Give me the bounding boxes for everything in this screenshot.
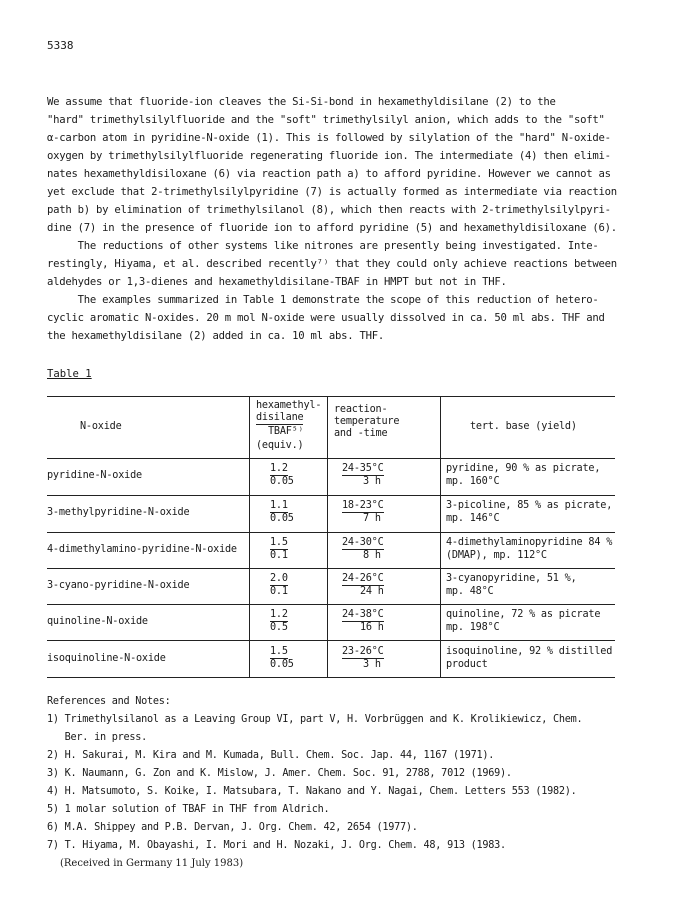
header-disilane: disilane [256, 412, 304, 423]
cell-ratio-bottom: 0.05 [270, 476, 294, 487]
cell-base: mp. 160°C [446, 476, 500, 487]
table-row-rule [47, 640, 615, 641]
body-line: The reductions of other systems like nitrones are presently being investigated. Inte- [47, 240, 599, 252]
cell-time: 24 h [360, 586, 384, 597]
body-line: yet exclude that 2-trimethylsilylpyridine (7) is actually formed as intermediate via reaction [47, 186, 617, 198]
table-row-rule [47, 568, 615, 569]
reference-item: 4) H. Matsumoto, S. Koike, I. Matsubara, T. Nakano and Y. Nagai, Chem. Letters 553 (1982). [47, 786, 577, 797]
table-row-rule [47, 604, 615, 605]
cell-ratio-bottom: 0.5 [270, 622, 288, 633]
body-line: "hard" trimethylsilylfluoride and the "soft" trimethylsilyl anion, which adds to the "soft" [47, 114, 605, 126]
cell-ratio-bottom: 0.05 [270, 659, 294, 670]
cell-temperature: 24-35°C [342, 463, 384, 474]
cell-base: mp. 198°C [446, 622, 500, 633]
cell-base: 3-picoline, 85 % as picrate, [446, 500, 613, 511]
header-equiv: (equiv.) [256, 440, 304, 451]
header-temperature: temperature [334, 416, 400, 427]
cell-ratio-top: 1.2 [270, 609, 288, 620]
reference-item: 1) Trimethylsilanol as a Leaving Group VI, part V, H. Vorbrüggen and K. Krolikiewicz, Chem. [47, 714, 583, 725]
body-line: aldehydes or 1,3-dienes and hexamethyldisilane-TBAF in HMPT but not in THF. [47, 276, 507, 288]
cell-temperature: 23-26°C [342, 646, 384, 657]
body-line: dine (7) in the presence of fluoride ion to afford pyridine (5) and hexamethyldisiloxane (6). [47, 222, 617, 234]
column-divider [440, 396, 441, 677]
table-header-rule [47, 458, 615, 459]
cell-temperature: 24-38°C [342, 609, 384, 620]
cell-ratio-bottom: 0.1 [270, 550, 288, 561]
cell-ratio-bottom: 0.05 [270, 513, 294, 524]
cell-base: pyridine, 90 % as picrate, [446, 463, 601, 474]
cell-time: 7 h [363, 513, 381, 524]
body-line: oxygen by trimethylsilylfluoride regenerating fluoride ion. The intermediate (4) then elimi- [47, 150, 611, 162]
cell-base: isoquinoline, 92 % distilled [446, 646, 613, 657]
cell-temperature: 24-30°C [342, 537, 384, 548]
column-divider [249, 396, 250, 677]
column-divider [327, 396, 328, 677]
reference-item: 7) T. Hiyama, M. Obayashi, I. Mori and H. Nozaki, J. Org. Chem. 48, 913 (1983. [47, 840, 506, 851]
reference-item: 2) H. Sakurai, M. Kira and M. Kumada, Bull. Chem. Soc. Jap. 44, 1167 (1971). [47, 750, 495, 761]
cell-ratio-top: 1.5 [270, 537, 288, 548]
reference-item: 5) 1 molar solution of TBAF in THF from Aldrich. [47, 804, 330, 815]
page-number: 5338 [47, 39, 74, 52]
table-row-rule [47, 532, 615, 533]
body-line: the hexamethyldisilane (2) added in ca. 10 ml abs. THF. [47, 330, 385, 342]
body-line: The examples summarized in Table 1 demonstrate the scope of this reduction of hetero- [47, 294, 599, 306]
cell-time: 3 h [363, 476, 381, 487]
cell-oxide: pyridine-N-oxide [47, 470, 142, 481]
cell-base: 3-cyanopyridine, 51 %, [446, 573, 577, 584]
reference-item: Ber. in press. [47, 732, 148, 743]
cell-temperature: 18-23°C [342, 500, 384, 511]
cell-time: 8 h [363, 550, 381, 561]
body-line: restingly, Hiyama, et al. described recently⁷⁾ that they could only achieve reactions between [47, 258, 617, 270]
body-line: cyclic aromatic N-oxides. 20 m mol N-oxide were usually dissolved in ca. 50 ml abs. THF and [47, 312, 605, 324]
body-line: α-carbon atom in pyridine-N-oxide (1). This is followed by silylation of the "hard" N-oxide- [47, 132, 611, 144]
cell-base: quinoline, 72 % as picrate [446, 609, 601, 620]
cell-ratio-top: 1.1 [270, 500, 288, 511]
cell-oxide: 3-cyano-pyridine-N-oxide [47, 580, 190, 591]
header-tbaf: TBAF⁵⁾ [268, 426, 304, 437]
cell-base: (DMAP), mp. 112°C [446, 550, 547, 561]
header-n-oxide: N-oxide [80, 421, 122, 432]
table-bottom-rule [47, 677, 615, 678]
cell-oxide: quinoline-N-oxide [47, 616, 148, 627]
cell-base: 4-dimethylaminopyridine 84 % [446, 537, 613, 548]
cell-base: mp. 146°C [446, 513, 500, 524]
header-hexamethyl: hexamethyl- [256, 400, 322, 411]
cell-ratio-top: 1.2 [270, 463, 288, 474]
body-line: nates hexamethyldisiloxane (6) via reaction path a) to afford pyridine. However we cannot as [47, 168, 611, 180]
received-note: (Received in Germany 11 July 1983) [60, 858, 244, 869]
cell-oxide: 4-dimethylamino-pyridine-N-oxide [47, 544, 237, 555]
cell-ratio-top: 2.0 [270, 573, 288, 584]
cell-time: 16 h [360, 622, 384, 633]
cell-base: mp. 48°C [446, 586, 494, 597]
cell-time: 3 h [363, 659, 381, 670]
body-line: We assume that fluoride-ion cleaves the Si-Si-bond in hexamethyldisilane (2) to the [47, 96, 556, 108]
table-top-rule [47, 396, 615, 397]
cell-ratio-bottom: 0.1 [270, 586, 288, 597]
table-row-rule [47, 495, 615, 496]
body-line: path b) by elimination of trimethylsilanol (8), which then reacts with 2-trimethylsilylpyri- [47, 204, 611, 216]
cell-ratio-top: 1.5 [270, 646, 288, 657]
header-time: and -time [334, 428, 388, 439]
cell-temperature: 24-26°C [342, 573, 384, 584]
header-reaction: reaction- [334, 404, 388, 415]
table-title: Table 1 [47, 368, 92, 380]
reference-item: 3) K. Naumann, G. Zon and K. Mislow, J. Amer. Chem. Soc. 91, 2788, 7012 (1969). [47, 768, 512, 779]
cell-oxide: 3-methylpyridine-N-oxide [47, 507, 190, 518]
cell-oxide: isoquinoline-N-oxide [47, 653, 166, 664]
references-heading: References and Notes: [47, 696, 171, 707]
reference-item: 6) M.A. Shippey and P.B. Dervan, J. Org. Chem. 42, 2654 (1977). [47, 822, 418, 833]
header-tert-base: tert. base (yield) [470, 421, 577, 432]
cell-base: product [446, 659, 488, 670]
